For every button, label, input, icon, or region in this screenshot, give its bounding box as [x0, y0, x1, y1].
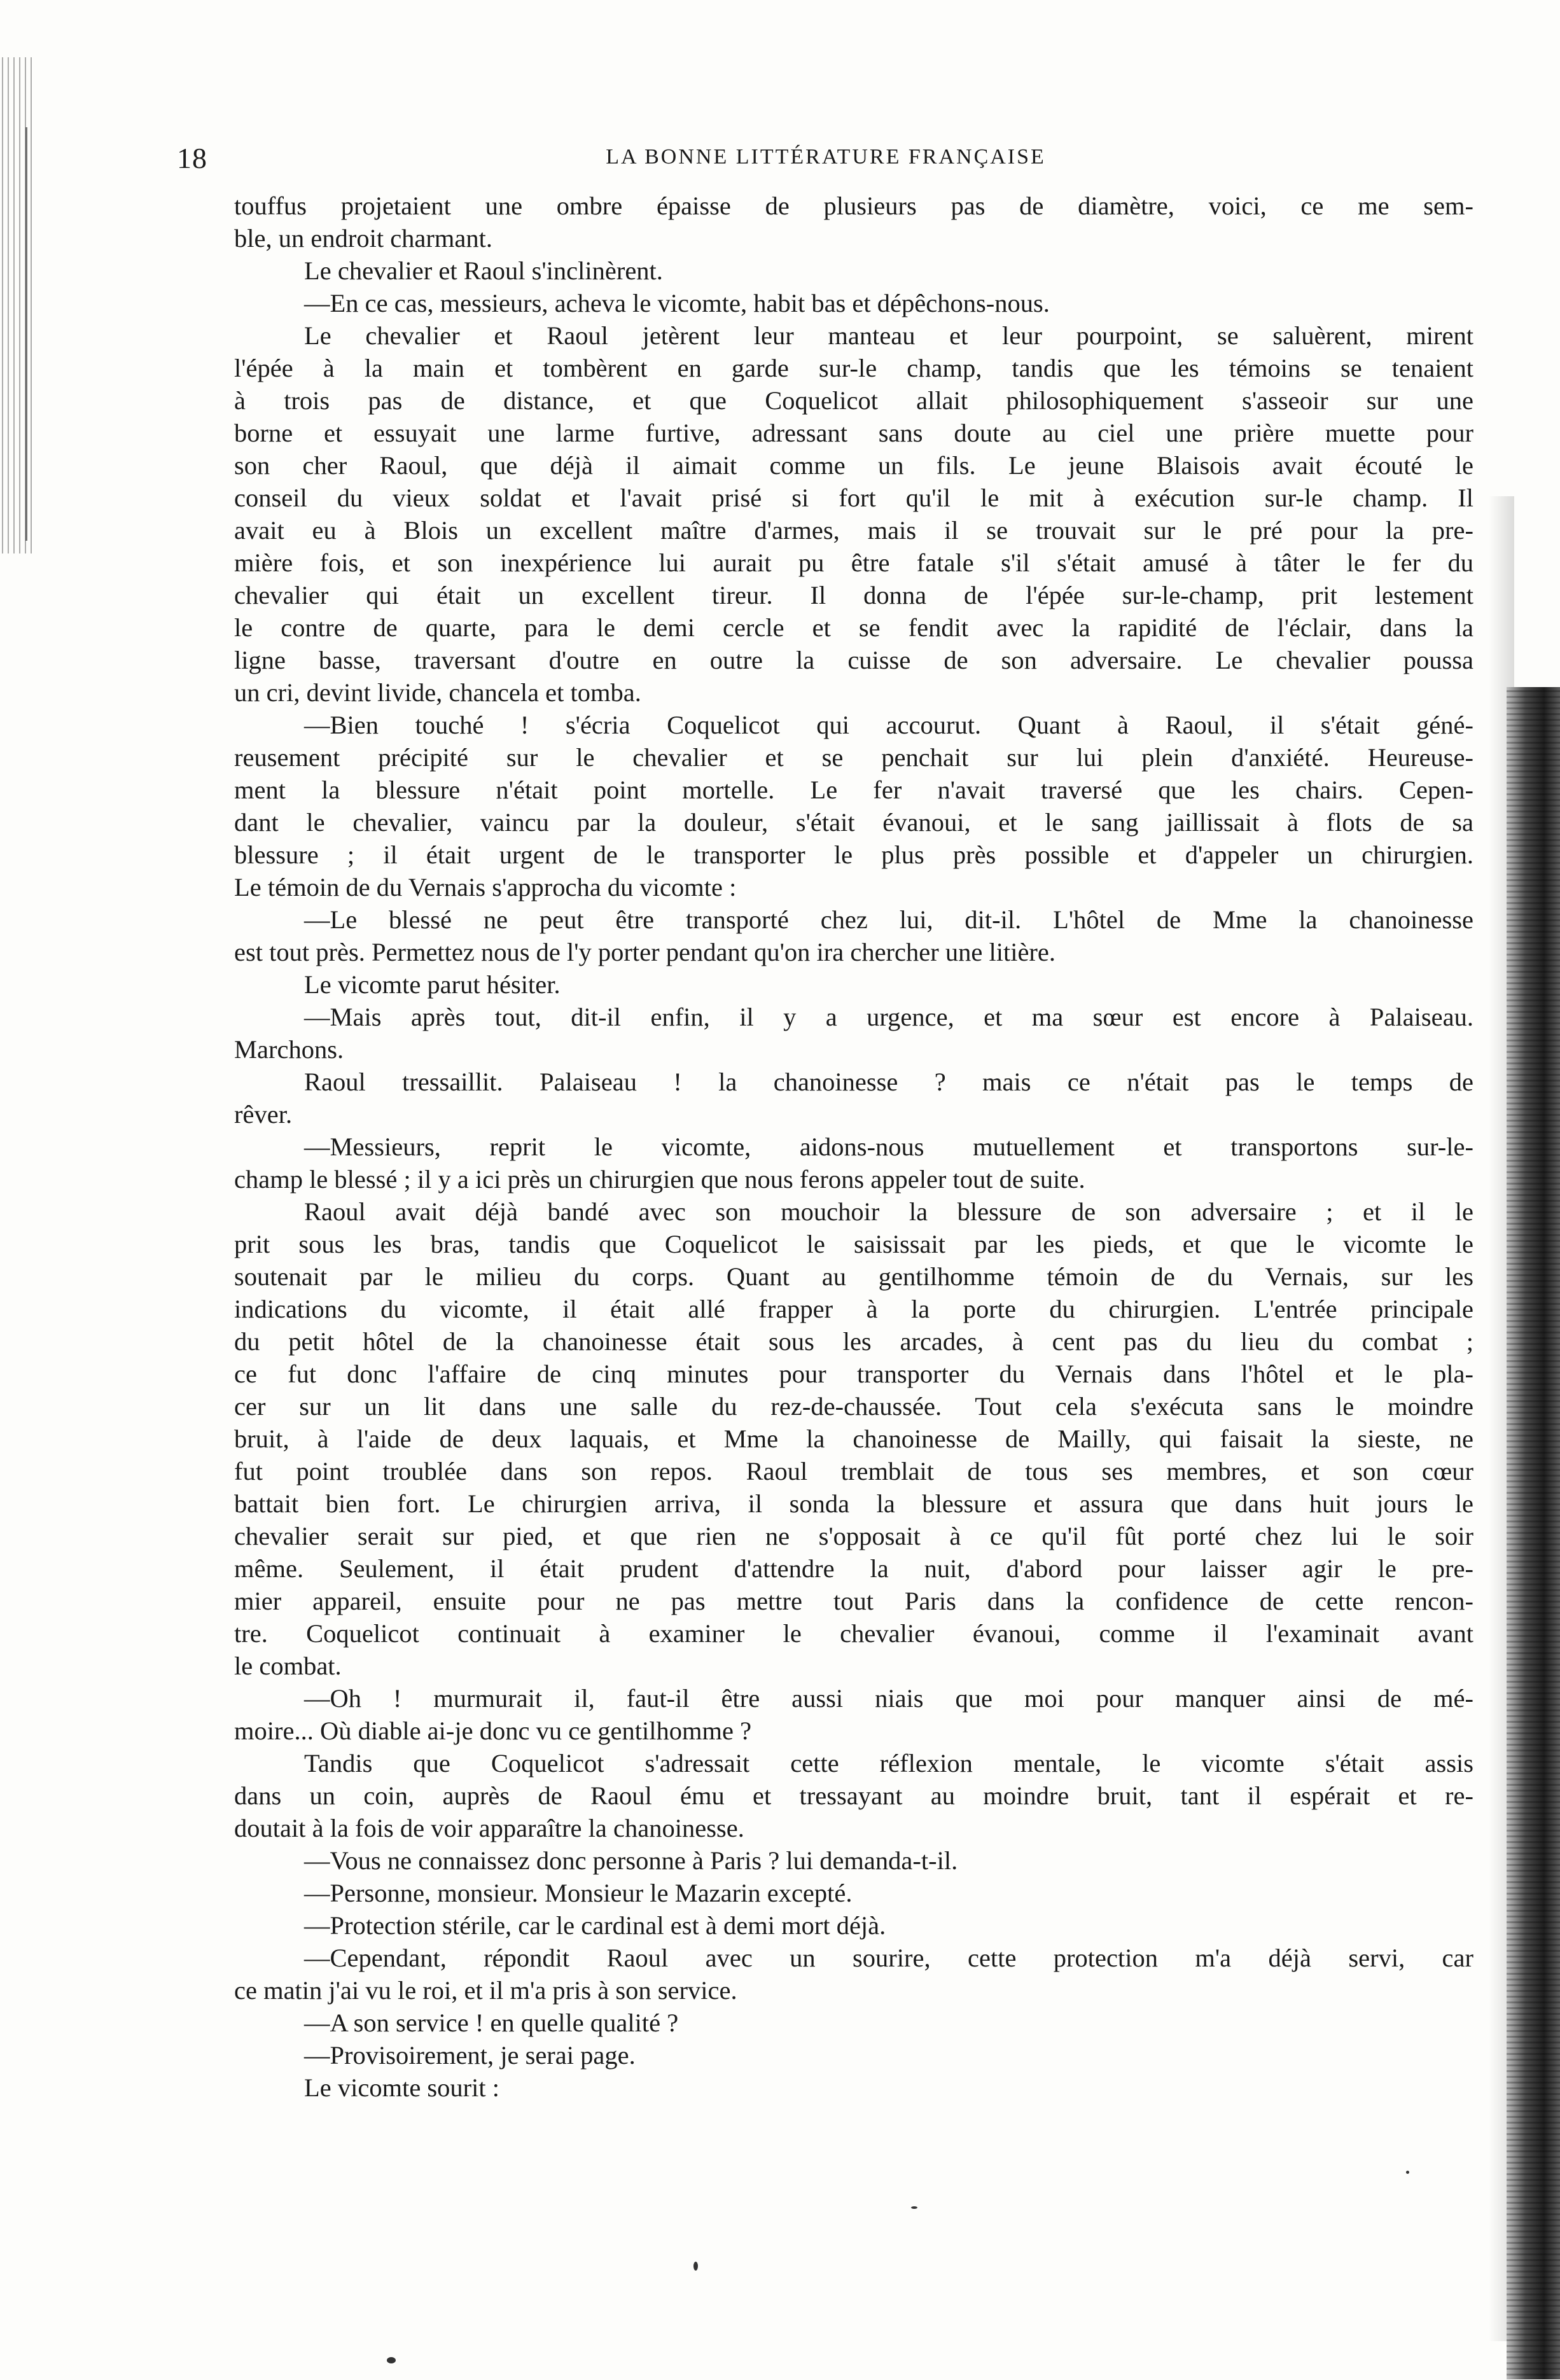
- ink-speck: [693, 2262, 698, 2271]
- ink-speck: [1406, 2171, 1409, 2174]
- text-line: —Personne, monsieur. Monsieur le Mazarin excepté.: [304, 1879, 853, 1907]
- body-text: [234, 190, 1473, 2104]
- text-line: le combat.: [234, 1652, 342, 1680]
- text-line: Raoul tressaillit. Palaiseau ! la chanoinesse ? mais ce n'était pas le temps de: [304, 1068, 1473, 1096]
- text-line: touffus projetaient une ombre épaisse de plusieurs pas de diamètre, voici, ce me sem-: [234, 191, 1473, 220]
- text-line: cer sur un lit dans une salle du rez-de-chaussée. Tout cela s'exécuta sans le moindre: [234, 1392, 1473, 1421]
- text-line: Raoul avait déjà bandé avec son mouchoir la blessure de son adversaire ; et il le: [304, 1197, 1473, 1226]
- text-line: chevalier qui était un excellent tireur. Il donna de l'épée sur-le-champ, prit lestement: [234, 581, 1473, 609]
- text-line: dans un coin, auprès de Raoul ému et tressayant au moindre bruit, tant il espérait et re-: [234, 1781, 1473, 1810]
- text-line: du petit hôtel de la chanoinesse était sous les arcades, à cent pas du lieu du combat ;: [234, 1327, 1473, 1356]
- ink-speck: [911, 2206, 917, 2209]
- text-line: —Bien touché ! s'écria Coquelicot qui accourut. Quant à Raoul, il s'était géné-: [304, 711, 1473, 739]
- ink-speck: [387, 2357, 396, 2363]
- text-line: conseil du vieux soldat et l'avait prisé si fort qu'il le mit à exécution sur-le champ. Il: [234, 484, 1473, 512]
- text-line: à trois pas de distance, et que Coquelicot allait philosophiquement s'asseoir sur une: [234, 386, 1473, 415]
- text-line: un cri, devint livide, chancela et tomba.: [234, 678, 641, 707]
- text-line: reusement précipité sur le chevalier et se penchait sur lui plein d'anxiété. Heureuse-: [234, 743, 1473, 772]
- text-line: ce matin j'ai vu le roi, et il m'a pris à son service.: [234, 1976, 737, 2005]
- text-line: Tandis que Coquelicot s'adressait cette réflexion mentale, le vicomte s'était assis: [304, 1749, 1473, 1778]
- text-line: Le témoin de du Vernais s'approcha du vicomte :: [234, 873, 737, 901]
- text-line: ligne basse, traversant d'outre en outre la cuisse de son adversaire. Le chevalier poussa: [234, 646, 1473, 674]
- text-line: —En ce cas, messieurs, acheva le vicomte, habit bas et dépêchons-nous.: [304, 289, 1050, 317]
- text-line: borne et essuyait une larme furtive, adressant sans doute au ciel une prière muette pour: [234, 419, 1473, 447]
- text-line: —Le blessé ne peut être transporté chez lui, dit-il. L'hôtel de Mme la chanoinesse: [304, 905, 1473, 934]
- binding-rule-left: [25, 127, 27, 541]
- text-line: avait eu à Blois un excellent maître d'armes, mais il se trouvait sur le pré pour la pre-: [234, 516, 1473, 545]
- text-line: blessure ; il était urgent de le transporter le plus près possible et d'appeler un chirurgien.: [234, 840, 1473, 869]
- text-line: Le chevalier et Raoul s'inclinèrent.: [304, 256, 663, 285]
- text-line: —Mais après tout, dit-il enfin, il y a urgence, et ma sœur est encore à Palaiseau.: [304, 1003, 1473, 1031]
- text-line: son cher Raoul, que déjà il aimait comme un fils. Le jeune Blaisois avait écouté le: [234, 451, 1473, 480]
- text-line: champ le blessé ; il y a ici près un chirurgien que nous ferons appeler tout de suite.: [234, 1165, 1085, 1193]
- text-line: bruit, à l'aide de deux laquais, et Mme la chanoinesse de Mailly, qui faisait la sieste, ne: [234, 1424, 1473, 1453]
- text-line: —Provisoirement, je serai page.: [304, 2041, 636, 2070]
- text-line: fut point troublée dans son repos. Raoul tremblait de tous ses membres, et son cœur: [234, 1457, 1473, 1486]
- text-line: le contre de quarte, para le demi cercle et se fendit avec la rapidité de l'éclair, dans la: [234, 613, 1473, 642]
- text-line: —Cependant, répondit Raoul avec un sourire, cette protection m'a déjà servi, car: [304, 1944, 1473, 1972]
- text-line: moire... Où diable ai-je donc vu ce gentilhomme ?: [234, 1716, 752, 1745]
- text-line: prit sous les bras, tandis que Coquelicot le saisissait par les pieds, et que le vicomte le: [234, 1230, 1473, 1258]
- scan-edge-right: [1507, 687, 1560, 2379]
- text-line: mier appareil, ensuite pour ne pas mettre tout Paris dans la confidence de cette rencon-: [234, 1587, 1473, 1615]
- text-line: —Messieurs, reprit le vicomte, aidons-nous mutuellement et transportons sur-le-: [304, 1132, 1473, 1161]
- text-line: doutait à la fois de voir apparaître la chanoinesse.: [234, 1814, 744, 1842]
- text-line: ment la blessure n'était point mortelle. Le fer n'avait traversé que les chairs. Cepen-: [234, 776, 1473, 804]
- text-line: Le vicomte parut hésiter.: [304, 970, 561, 999]
- text-line: —Vous ne connaissez donc personne à Paris ? lui demanda-t-il.: [304, 1846, 958, 1875]
- text-line: Le chevalier et Raoul jetèrent leur manteau et leur pourpoint, se saluèrent, mirent: [304, 321, 1473, 350]
- binding-edge-left: [0, 57, 33, 553]
- text-line: soutenait par le milieu du corps. Quant au gentilhomme témoin de du Vernais, sur les: [234, 1262, 1473, 1291]
- text-line: chevalier serait sur pied, et que rien ne s'opposait à ce qu'il fût porté chez lui le soir: [234, 1522, 1473, 1550]
- text-line: Marchons.: [234, 1035, 344, 1064]
- page-header: [177, 141, 1475, 179]
- text-line: tre. Coquelicot continuait à examiner le chevalier évanoui, comme il l'examinait avant: [234, 1619, 1473, 1648]
- text-line: ce fut donc l'affaire de cinq minutes pour transporter du Vernais dans l'hôtel et le pla-: [234, 1360, 1473, 1388]
- text-line: mière fois, et son inexpérience lui aurait pu être fatale s'il s'était amusé à tâter le fer du: [234, 548, 1473, 577]
- text-line: ble, un endroit charmant.: [234, 224, 492, 253]
- text-line: Le vicomte sourit :: [304, 2073, 500, 2102]
- text-line: —Oh ! murmurait il, faut-il être aussi niais que moi pour manquer ainsi de mé-: [304, 1684, 1473, 1713]
- text-line: —Protection stérile, car le cardinal est à demi mort déjà.: [304, 1911, 886, 1940]
- text-line: l'épée à la main et tombèrent en garde sur-le champ, tandis que les témoins se tenaient: [234, 354, 1473, 382]
- text-line: même. Seulement, il était prudent d'attendre la nuit, d'abord pour laisser agir le pre-: [234, 1554, 1473, 1583]
- running-title: LA BONNE LITTÉRATURE FRANÇAISE: [606, 145, 1046, 169]
- text-line: est tout près. Permettez nous de l'y porter pendant qu'on ira chercher une litière.: [234, 938, 1056, 966]
- text-line: rêver.: [234, 1100, 293, 1129]
- text-line: dant le chevalier, vaincu par la douleur, s'était évanoui, et le sang jaillissait à flots de sa: [234, 808, 1473, 837]
- text-line: indications du vicomte, il était allé frapper à la porte du chirurgien. L'entrée principale: [234, 1295, 1473, 1323]
- text-line: —A son service ! en quelle qualité ?: [304, 2008, 679, 2037]
- page-number: 18: [177, 142, 207, 174]
- text-line: battait bien fort. Le chirurgien arriva, il sonda la blessure et assura que dans huit jours le: [234, 1489, 1473, 1518]
